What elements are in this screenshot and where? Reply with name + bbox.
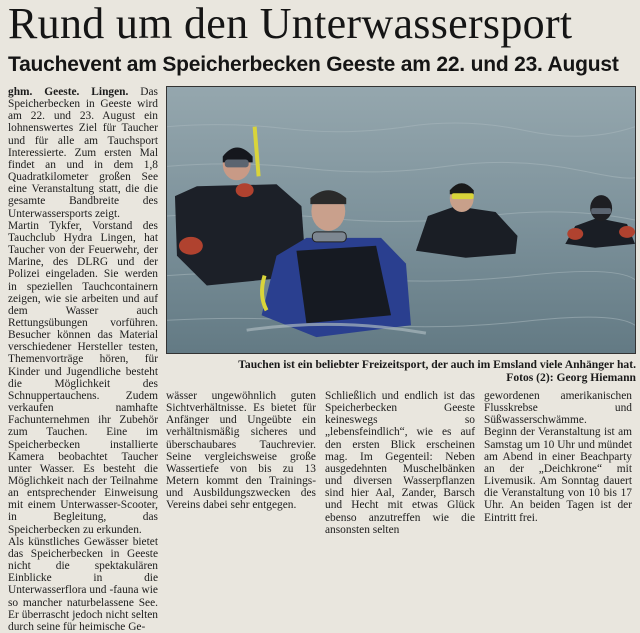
article-column-1 xyxy=(8,86,158,633)
divers-photo xyxy=(166,86,636,354)
article-column-2 xyxy=(166,390,316,512)
paragraph-intro xyxy=(8,86,158,220)
headline: Rund um den Unterwassersport xyxy=(8,0,573,48)
paragraph-schedule: Beginn der Veranstaltung ist am Samstag um 10 Uhr und mündet am Abend in einer Beachparty an der „Deichkrone“ mit Livemusik. Am Sonntag dauert die Veranstaltung von 10 bis 17 Uhr. An beiden Tagen ist der Eintritt frei. xyxy=(484,426,632,524)
article-column-4 xyxy=(484,390,632,524)
photo-caption xyxy=(166,358,636,384)
paragraph-waters: Als künstliches Gewässer bietet das Speicherbecken in Geeste nicht die spektakulären Einblicke in die Unterwasserflora und -fauna wie so mancher naturbelassene See. Er überrascht jedoch nicht selten durch seine für heimische Ge- xyxy=(8,535,158,633)
dateline: ghm. Geeste. Lingen. xyxy=(8,86,129,98)
article-column-3 xyxy=(325,390,475,536)
divers-photo-illustration xyxy=(167,87,635,353)
paragraph-wildlife-end: gewordenen amerikanischen Flusskrebse und Süßwasserschwämme. xyxy=(484,390,632,427)
intro-text: Das Speicherbecken in Geeste wird am 22. und 23. August ein lohnenswertes Ziel für Taucher und für alle am Tauchsport Interessierte. Zum ersten Mal findet an und in dem 1,8 Quadratkilometer großen See eine Veranstaltung statt, die die gesamte Bandbreite des Unterwassersports zeigt. xyxy=(8,86,158,220)
photo-credit: Fotos (2): Georg Hiemann xyxy=(506,371,636,384)
paragraph-program: Martin Tykfer, Vorstand des Tauchclub Hydra Lingen, hat Taucher von der Feuerwehr, der Marine, des DLRG und der Polizei eingeladen. Sie werden in speziellen Tauchcontainern zeigen, wie sie arbeiten und auf dem Wasser auch Rettungsübungen vorführen. Besucher können das Material verschiedener Hersteller testen, Themenvorträge hören, für Kinder und Jugendliche besteht die Möglichkeit des Schnuppertauchens. Zudem verkaufen namhafte Fachunternehmen ihr Zubehör zum Tauchen. Eine im Speicherbecken installierte Kamera beobachtet Taucher unter Wasser. Es besteht die Möglichkeit nach der Teilnahme an entsprechender Einweisung mit einem Unterwasser-Scooter, in Begleitung, das Speicherbecken zu erkunden. xyxy=(8,219,158,536)
subheadline: Tauchevent am Speicherbecken Geeste am 22. und 23. August xyxy=(8,53,619,76)
paragraph-wildlife: Schließlich und endlich ist das Speicherbecken Geeste keineswegs so „lebensfeindlich“, wie es auf den ersten Blick erscheinen mag. Im Gegenteil: Neben ausgedehnten Muschelbänken und diversen Wasserpflanzen sind hier Aal, Zander, Barsch und Hecht mit etwas Glück ebenso anzutreffen wie die ansonsten selten xyxy=(325,390,475,536)
paragraph-visibility: wässer ungewöhnlich guten Sichtverhältnisse. Es bietet für Anfänger und Ungeübte ein verhältnismäßig sicheres und überschaubares Tauchrevier. Seine vergleichsweise große Wassertiefe von bis zu 13 Metern kommt den Trainings- und Ausbildungszwecken des Vereins dabei sehr entgegen. xyxy=(166,390,316,512)
caption-text: Tauchen ist ein beliebter Freizeitsport, der auch im Emsland viele Anhänger hat. xyxy=(238,358,636,371)
